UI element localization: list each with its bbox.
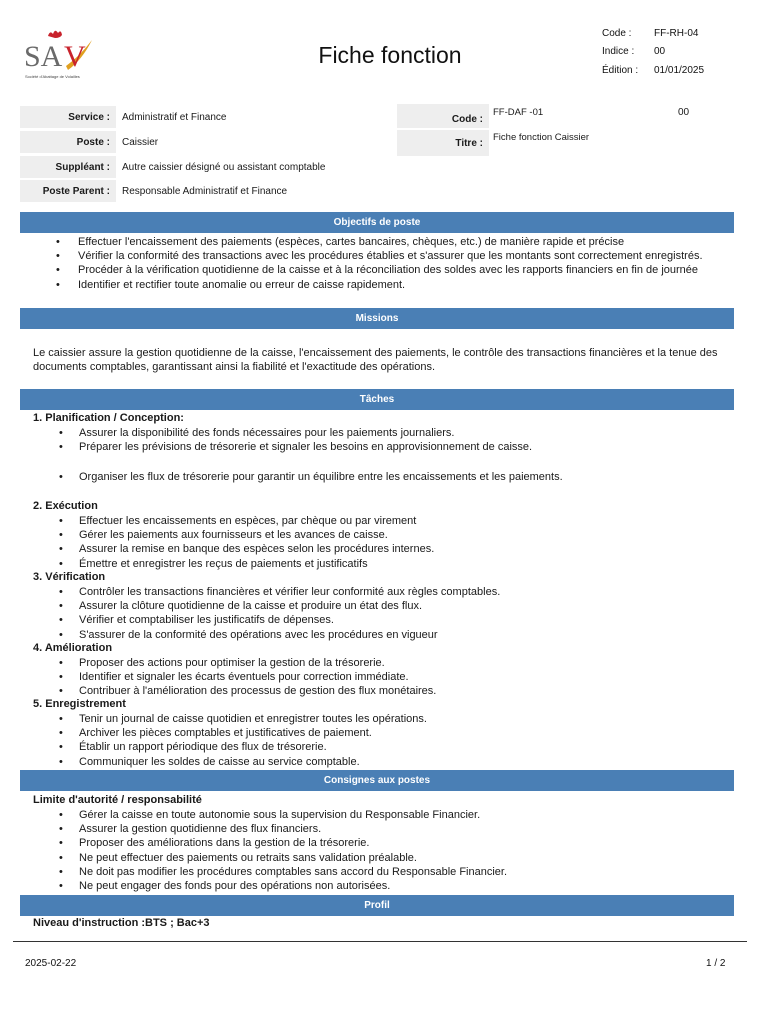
tache-amelioration-list	[33, 656, 733, 699]
list-item: • Gérer les paiements aux fournisseurs et les avances de caisse.	[33, 528, 733, 542]
tache-execution-list	[33, 514, 733, 571]
tache-planification-extra	[33, 470, 733, 484]
list-item: • Ne doit pas modifier les procédures comptables sans accord du Responsable Financier.	[33, 865, 733, 879]
list-item: • Organiser les flux de trésorerie pour garantir un équilibre entre les encaissements et les paiements.	[33, 470, 733, 484]
section-consignes: Consignes aux postes	[20, 770, 734, 791]
objectifs-list	[20, 235, 734, 292]
poste-label: Poste :	[20, 131, 116, 153]
code-value: FF-DAF -01	[493, 107, 544, 118]
titre-label: Titre :	[397, 130, 489, 156]
tache-enregistrement-title: 5. Enregistrement	[33, 698, 126, 710]
company-logo	[22, 26, 100, 84]
titre-value: Fiche fonction Caissier	[493, 132, 590, 143]
page-number: 1 / 2	[706, 958, 726, 969]
list-item: • Proposer des actions pour optimiser la gestion de la trésorerie.	[33, 656, 733, 670]
service-value: Administratif et Finance	[122, 111, 227, 123]
tache-enregistrement-list	[33, 712, 733, 769]
tache-verification-list	[33, 585, 733, 642]
meta-edition: Édition : 01/01/2025	[602, 65, 705, 76]
footer-date: 2025-02-22	[25, 958, 77, 969]
list-item: • S'assurer de la conformité des opérations avec les procédures en vigueur	[33, 628, 733, 642]
section-taches: Tâches	[20, 389, 734, 410]
consignes-list	[33, 808, 733, 893]
list-item: • Émettre et enregistrer les reçus de paiements et justificatifs	[33, 557, 733, 571]
missions-text: Le caissier assure la gestion quotidienne de la caisse, l'encaissement des paiements, le contrôle des transactions financières et la tenue des documents comptables, garantissant ainsi la fiabilité et l'exactitude des opérations.	[33, 347, 718, 374]
code-label: Code :	[397, 104, 489, 128]
document-title: Fiche fonction	[318, 42, 462, 68]
list-item: • Identifier et rectifier toute anomalie ou erreur de caisse rapidement.	[20, 278, 734, 292]
list-item: • Procéder à la vérification quotidienne de la caisse et à la réconciliation des soldes avec les rapports financiers en fin de journée	[20, 263, 734, 277]
tache-execution-title: 2. Exécution	[33, 500, 98, 512]
meta-code: Code : FF-RH-04	[602, 28, 699, 39]
footer-divider	[13, 941, 747, 942]
list-item: • Assurer la disponibilité des fonds nécessaires pour les paiements journaliers.	[33, 426, 733, 440]
list-item: • Assurer la gestion quotidienne des flux financiers.	[33, 822, 733, 836]
list-item: • Préparer les prévisions de trésorerie et signaler les besoins en approvisionnement de caisse.	[33, 440, 733, 454]
list-item: • Tenir un journal de caisse quotidien et enregistrer toutes les opérations.	[33, 712, 733, 726]
list-item: • Communiquer les soldes de caisse au service comptable.	[33, 755, 733, 769]
list-item: • Effectuer l'encaissement des paiements (espèces, cartes bancaires, chèques, etc.) de manière rapide et précise	[20, 235, 734, 249]
profil-niveau: Niveau d'instruction :BTS ; Bac+3	[33, 917, 210, 929]
list-item: • Assurer la remise en banque des espèces selon les procédures internes.	[33, 542, 733, 556]
list-item: • Contrôler les transactions financières et vérifier leur conformité aux règles comptables.	[33, 585, 733, 599]
section-profil: Profil	[20, 895, 734, 916]
code-index: 00	[678, 107, 690, 118]
parent-label: Poste Parent :	[20, 180, 116, 202]
list-item: • Gérer la caisse en toute autonomie sous la supervision du Responsable Financier.	[33, 808, 733, 822]
list-item: • Ne peut engager des fonds pour des opérations non autorisées.	[33, 879, 733, 893]
tache-amelioration-title: 4. Amélioration	[33, 642, 113, 654]
svg-text:Société d'Abattage de Volaille: Société d'Abattage de Volailles	[25, 74, 80, 79]
list-item: • Ne peut effectuer des paiements ou retraits sans validation préalable.	[33, 851, 733, 865]
list-item: • Proposer des améliorations dans la gestion de la trésorerie.	[33, 836, 733, 850]
list-item: • Vérifier la conformité des transactions avec les procédures établies et s'assurer que les montants sont correctement enregistrés.	[20, 249, 734, 263]
tache-planification-title: 1. Planification / Conception:	[33, 412, 184, 424]
section-missions: Missions	[20, 308, 734, 329]
list-item: • Établir un rapport périodique des flux de trésorerie.	[33, 740, 733, 754]
poste-value: Caissier	[122, 136, 159, 148]
consignes-title: Limite d'autorité / responsabilité	[33, 794, 202, 806]
list-item: • Vérifier et comptabiliser les justificatifs de dépenses.	[33, 613, 733, 627]
service-label: Service :	[20, 106, 116, 128]
list-item: • Archiver les pièces comptables et justificatives de paiement.	[33, 726, 733, 740]
section-objectifs: Objectifs de poste	[20, 212, 734, 233]
meta-indice: Indice : 00	[602, 46, 666, 57]
tache-planification-list	[33, 426, 733, 454]
parent-value: Responsable Administratif et Finance	[122, 185, 288, 197]
svg-text:SA: SA	[24, 40, 63, 73]
suppleant-label: Suppléant :	[20, 156, 116, 178]
svg-text:V: V	[64, 40, 86, 73]
list-item: • Assurer la clôture quotidienne de la caisse et produire un état des flux.	[33, 599, 733, 613]
tache-verification-title: 3. Vérification	[33, 571, 106, 583]
list-item: • Contribuer à l'amélioration des processus de gestion des flux monétaires.	[33, 684, 733, 698]
list-item: • Effectuer les encaissements en espèces, par chèque ou par virement	[33, 514, 733, 528]
suppleant-value: Autre caissier désigné ou assistant comptable	[122, 161, 326, 173]
list-item: • Identifier et signaler les écarts éventuels pour correction immédiate.	[33, 670, 733, 684]
